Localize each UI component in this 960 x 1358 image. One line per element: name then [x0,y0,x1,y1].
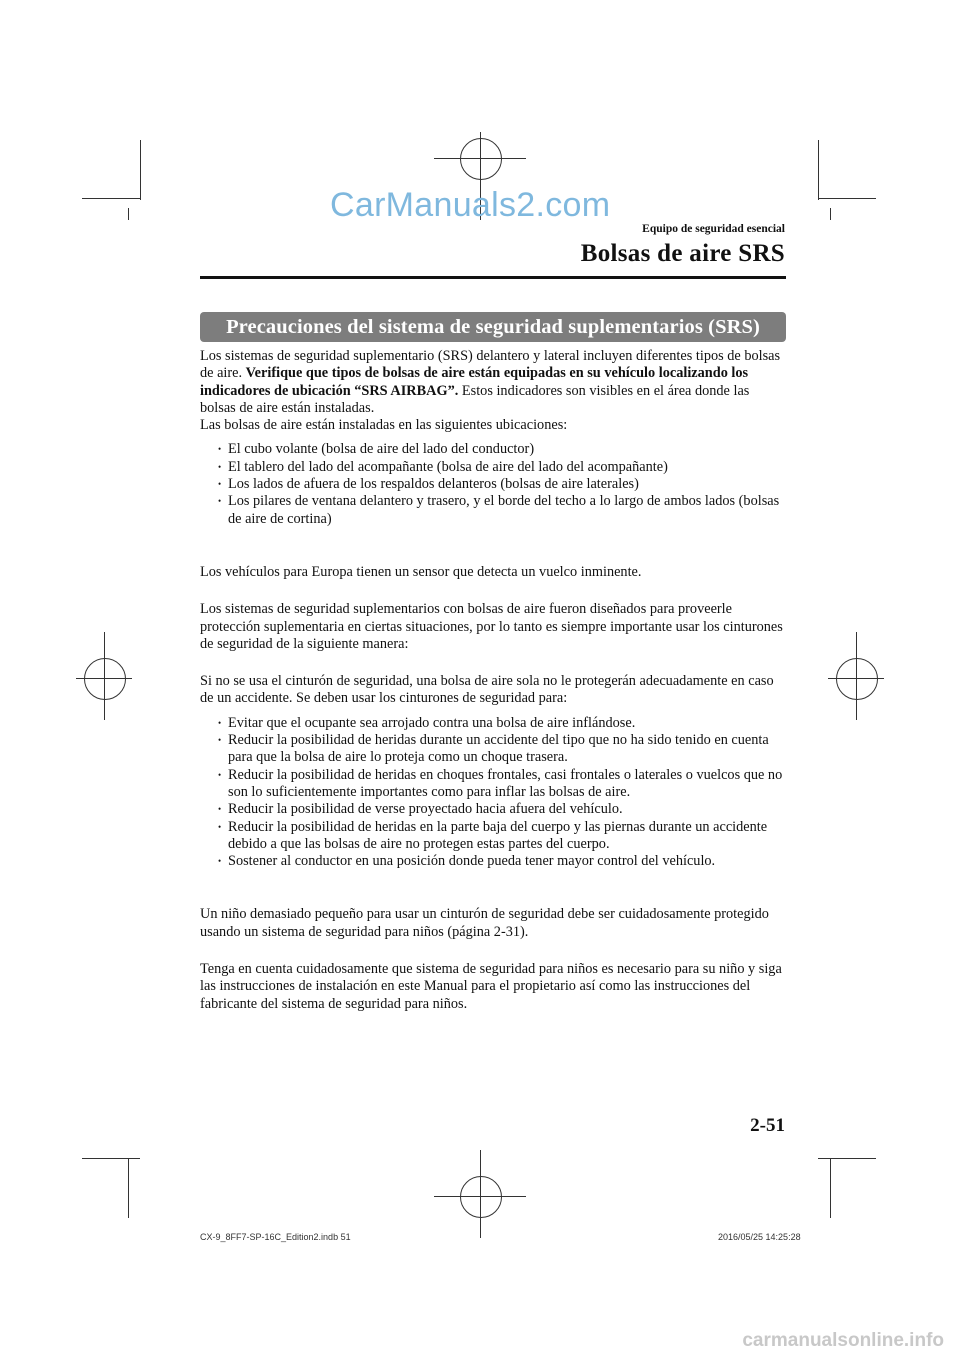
belt-reasons-list [200,715,788,871]
locations-intro: Las bolsas de aire están instaladas en las siguientes ubicaciones: [200,417,568,434]
list-item: • Evitar que el ocupante sea arrojado contra una bolsa de aire inflándose. [218,715,788,732]
belt-intro: Si no se usa el cinturón de seguridad, una bolsa de aire sola no le protegerán adecuadamente en caso de un accidente. Se deben usar los cinturones de seguridad para: [200,673,774,707]
list-item: • Reducir la posibilidad de heridas durante un accidente del tipo que no ha sido tenido en cuenta para que la bolsa de aire lo proteja como un choque trasera. [218,732,788,767]
site-watermark: carmanualsonline.info [742,1330,944,1351]
intro-start: Los sistemas de seguridad suplementario (SRS) delantero y lateral incluyen diferentes tipos de bolsas de aire. [200,348,781,382]
print-file-info: CX-9_8FF7-SP-16C_Edition2.indb 51 [200,1232,351,1242]
design-note: Los sistemas de seguridad suplementarios con bolsas de aire fueron diseñados para proveerle protección suplementaria en ciertas situaciones, por lo tanto es siempre importante usar los cinturones de seguridad de la siguiente manera: [200,601,783,652]
chapter-label: Equipo de seguridad esencial [642,223,785,235]
section-title: Bolsas de aire SRS [580,240,785,267]
watermark-logo: CarManuals2.com [330,186,611,224]
list-item: • El tablero del lado del acompañante (bolsa de aire del lado del acompañante) [218,459,788,476]
page-number: 2-51 [750,1115,785,1136]
list-item: • Sostener al conductor en una posición donde pueda tener mayor control del vehículo. [218,853,788,870]
heading-banner [200,312,786,342]
intro-paragraph [200,348,788,417]
europe-note: Los vehículos para Europa tienen un sensor que detecta un vuelco inminente. [200,563,642,580]
list-item: • Reducir la posibilidad de heridas en choques frontales, casi frontales o laterales o vuelcos que no son lo suficientemente importantes como para inflar las bolsas de aire. [218,767,788,802]
intro-end: Estos indicadores son visibles en el área donde las bolsas de aire están instaladas. [200,382,750,416]
list-item: • El cubo volante (bolsa de aire del lado del conductor) [218,441,788,458]
header-rule [200,276,786,279]
child-note: Un niño demasiado pequeño para usar un cinturón de seguridad debe ser cuidadosamente protegido usando un sistema de seguridad para niños (página 2-31). [200,906,769,940]
list-item: • Reducir la posibilidad de heridas en la parte baja del cuerpo y las piernas durante un accidente debido a que las bolsas de aire no protegen estas partes del cuerpo. [218,819,788,854]
locations-list [200,441,788,527]
list-item: • Los pilares de ventana delantero y trasero, y el borde del techo a lo largo de ambos lados (bolsas de aire de cortina) [218,493,788,528]
print-timestamp: 2016/05/25 14:25:28 [718,1232,801,1242]
child-system-note: Tenga en cuenta cuidadosamente que sistema de seguridad para niños es necesario para su niño y siga las instrucciones de instalación en este Manual para el propietario así como las instrucciones del fabricante del sistema de seguridad para niños. [200,961,782,1012]
heading-text: Precauciones del sistema de seguridad suplementarios (SRS) [226,315,760,338]
list-item: • Los lados de afuera de los respaldos delanteros (bolsas de aire laterales) [218,476,788,493]
intro-bold: Verifique que tipos de bolsas de aire están equipadas en su vehículo localizando los indicadores de ubicación “SRS AIRBAG”. [200,365,749,399]
body-content [200,348,788,1013]
list-item: • Reducir la posibilidad de verse proyectado hacia afuera del vehículo. [218,801,788,818]
